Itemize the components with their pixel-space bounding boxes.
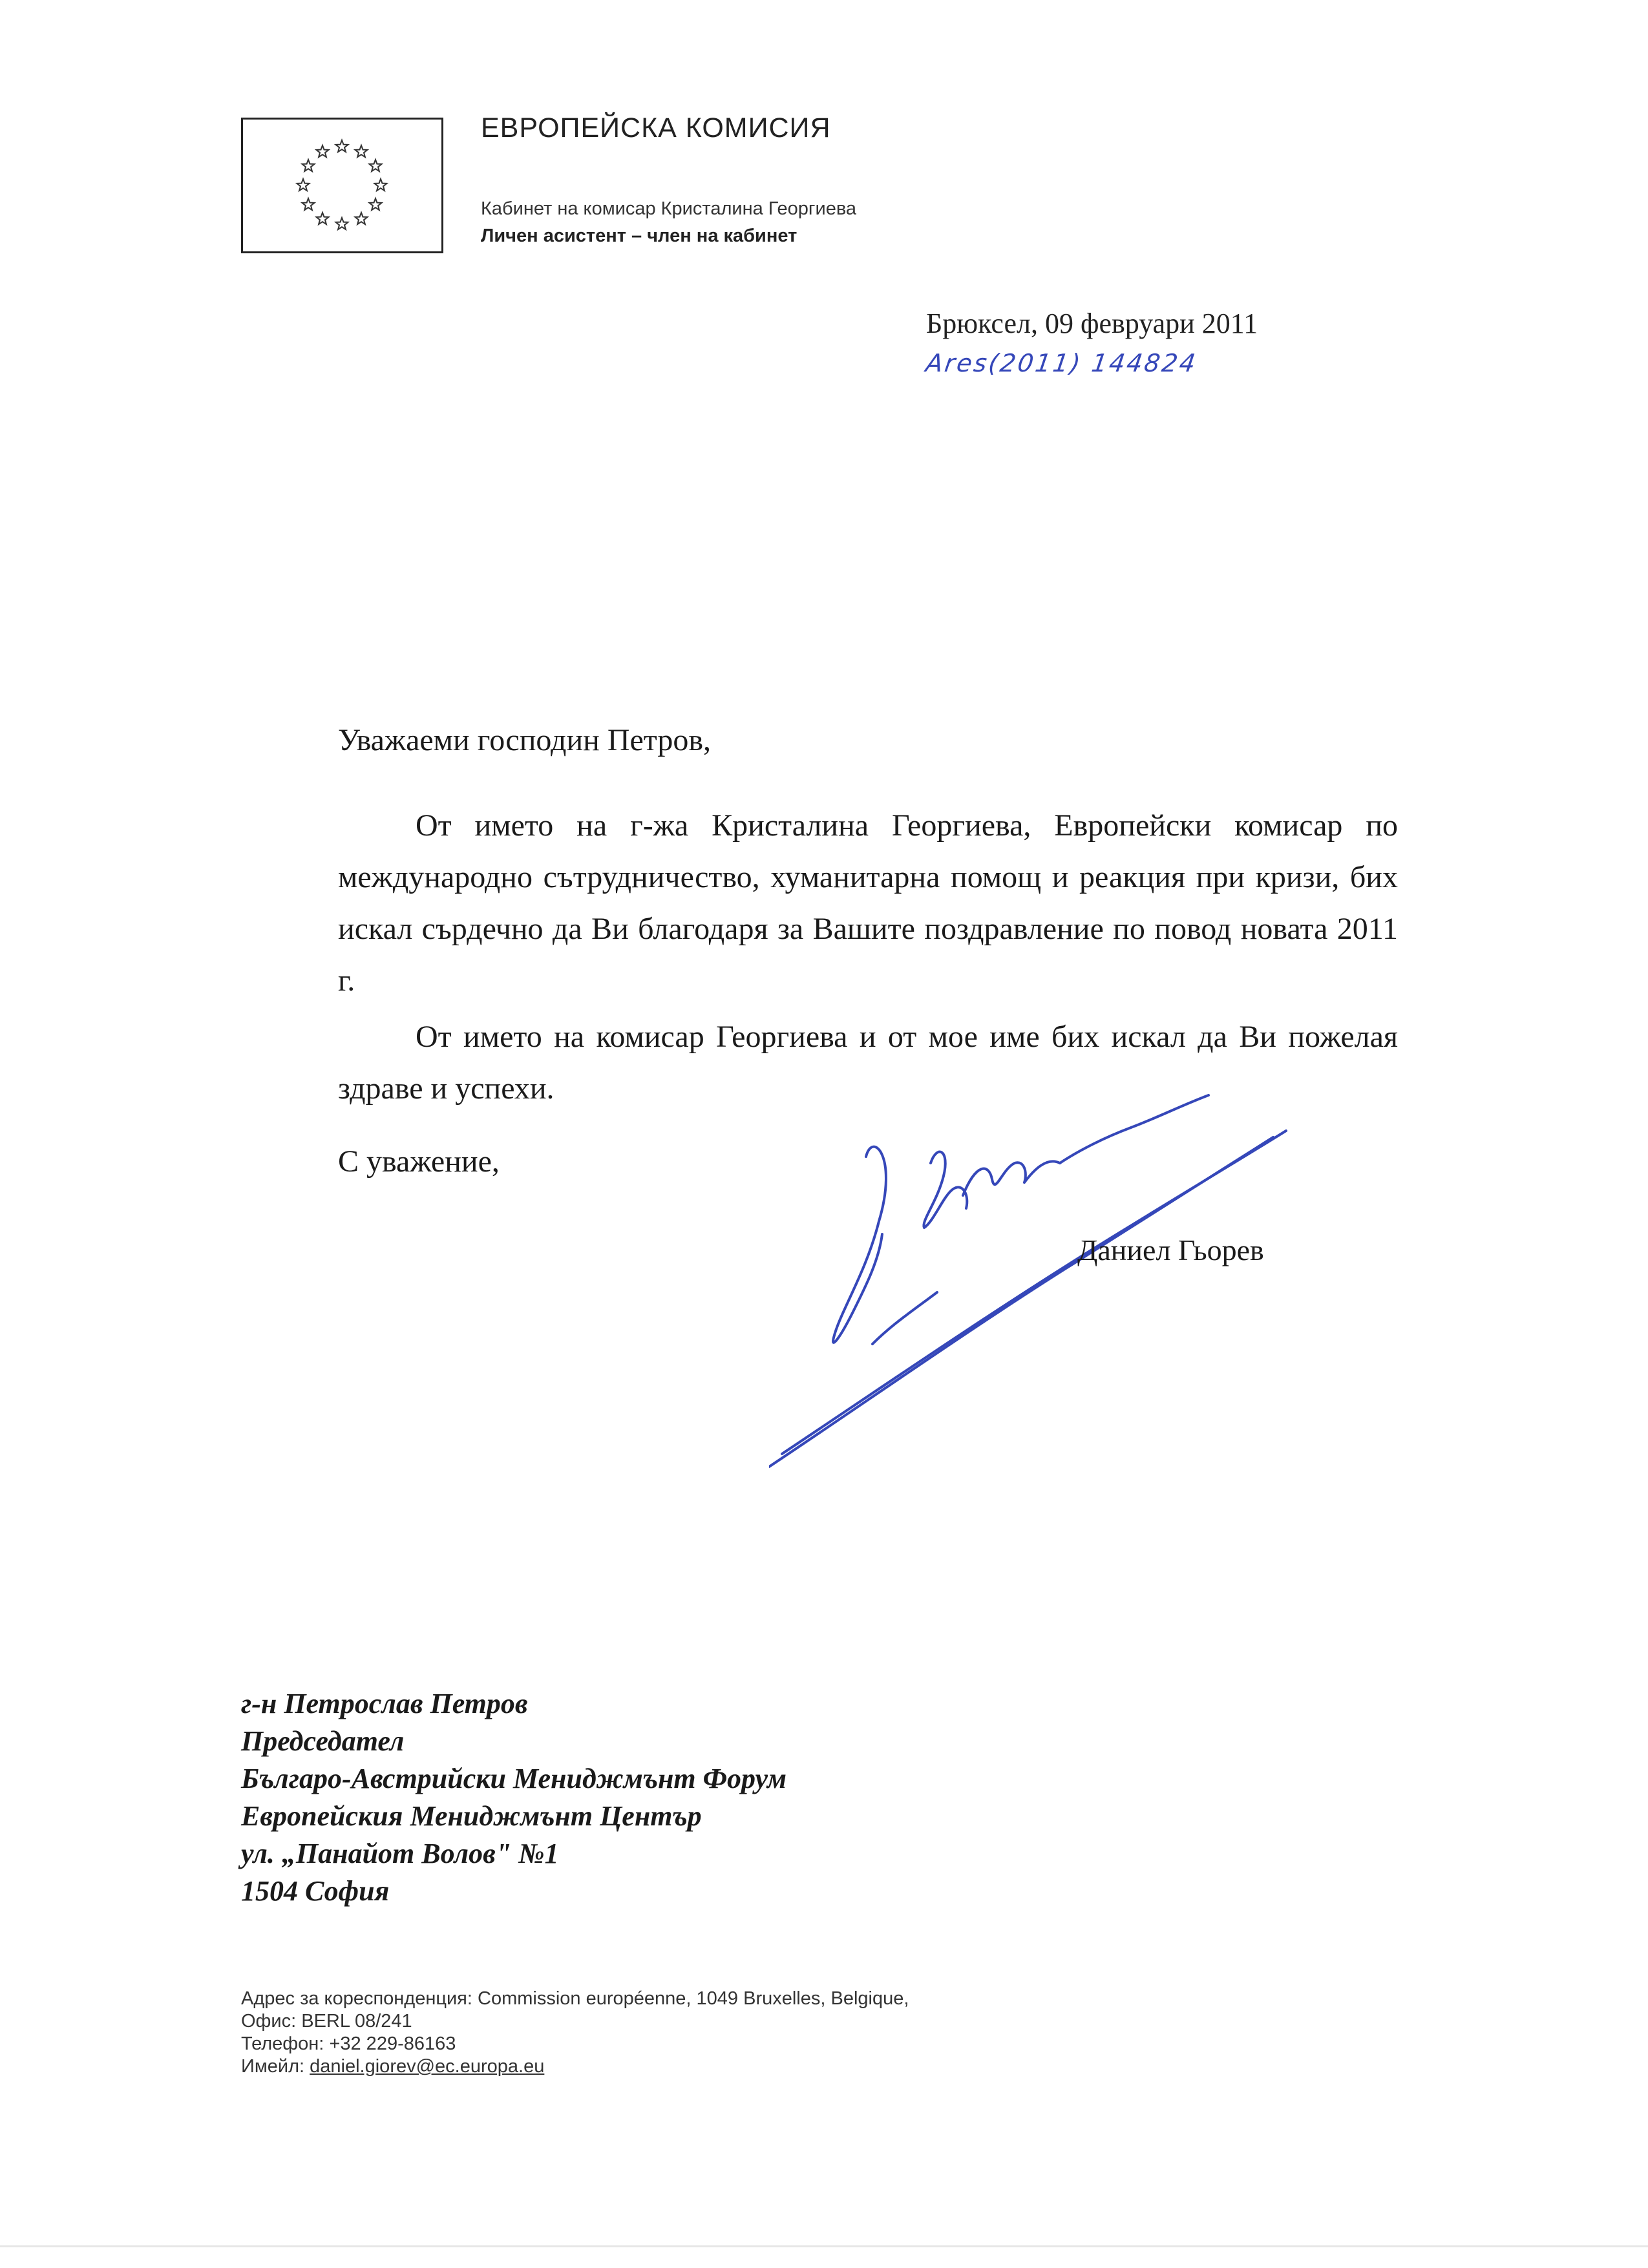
cabinet-line: Кабинет на комисар Кристалина Георгиева bbox=[481, 198, 857, 219]
footer-phone bbox=[241, 2033, 456, 2055]
eu-stars-icon bbox=[243, 120, 441, 251]
date-line: Брюксел, 09 февруари 2011 bbox=[926, 308, 1258, 339]
recipient-line-center: Европейския Мениджмънт Център bbox=[241, 1800, 702, 1832]
salutation: Уважаеми господин Петров, bbox=[338, 723, 712, 757]
recipient-line-city: 1504 София bbox=[241, 1875, 390, 1907]
footer-address-label: Адрес за кореспонденция: bbox=[241, 1988, 472, 2009]
eu-flag-logo bbox=[241, 118, 443, 253]
closing: С уважение, bbox=[338, 1144, 500, 1179]
recipient-line-street: ул. „Панайот Волов" №1 bbox=[241, 1838, 559, 1869]
organization-name: ЕВРОПЕЙСКА КОМИСИЯ bbox=[481, 112, 831, 143]
body-paragraph-2-text: От името на комисар Георгиева и от мое име бих искал да Ви пожелая здраве и успехи. bbox=[338, 1020, 1398, 1106]
footer-email bbox=[241, 2055, 544, 2078]
eu-star-icon bbox=[370, 160, 382, 171]
signature-image bbox=[769, 1066, 1389, 1486]
eu-star-icon bbox=[317, 213, 329, 224]
eu-star-icon bbox=[302, 198, 315, 210]
footer-office-label: Офис: bbox=[241, 2011, 297, 2032]
eu-star-icon bbox=[297, 179, 310, 191]
email-link[interactable]: daniel.giorev@ec.europa.eu bbox=[310, 2056, 545, 2077]
eu-star-icon bbox=[302, 160, 315, 171]
footer-phone-label: Телефон: bbox=[241, 2033, 324, 2054]
scan-edge-divider bbox=[0, 2245, 1648, 2247]
footer-email-label: Имейл: bbox=[241, 2056, 305, 2077]
signer-name: Даниел Гьорев bbox=[1077, 1234, 1264, 1266]
body-paragraph-1-text: От името на г-жа Кристалина Георгиева, Европейски комисар по международно сътрудничество, хуманитарна помощ и реакция при кризи, бих искал сърдечно да Ви благодаря за Вашите поздравление по повод новата 2011 г. bbox=[338, 808, 1398, 998]
eu-star-icon bbox=[355, 213, 368, 224]
footer-address-value: Commission européenne, 1049 Bruxelles, Belgique, bbox=[478, 1988, 909, 2009]
eu-star-icon bbox=[355, 145, 368, 157]
recipient-line-title: Председател bbox=[241, 1725, 405, 1757]
footer-office bbox=[241, 2010, 412, 2033]
eu-star-icon bbox=[336, 140, 348, 152]
body-paragraph-1 bbox=[338, 800, 1398, 1007]
eu-star-icon bbox=[317, 145, 329, 157]
footer-phone-value: +32 229-86163 bbox=[329, 2033, 456, 2054]
recipient-line-name: г-н Петрослав Петров bbox=[241, 1688, 528, 1719]
registry-handwritten: Ares(2011) 144824 bbox=[924, 349, 1199, 377]
position-line: Личен асистент – член на кабинет bbox=[481, 226, 798, 246]
recipient-line-organization: Българо-Австрийски Мениджмънт Форум bbox=[241, 1763, 787, 1794]
footer-address bbox=[241, 1988, 909, 2010]
eu-star-icon bbox=[336, 218, 348, 229]
eu-star-icon bbox=[370, 198, 382, 210]
footer-office-value: BERL 08/241 bbox=[301, 2011, 412, 2032]
eu-star-icon bbox=[375, 179, 387, 191]
